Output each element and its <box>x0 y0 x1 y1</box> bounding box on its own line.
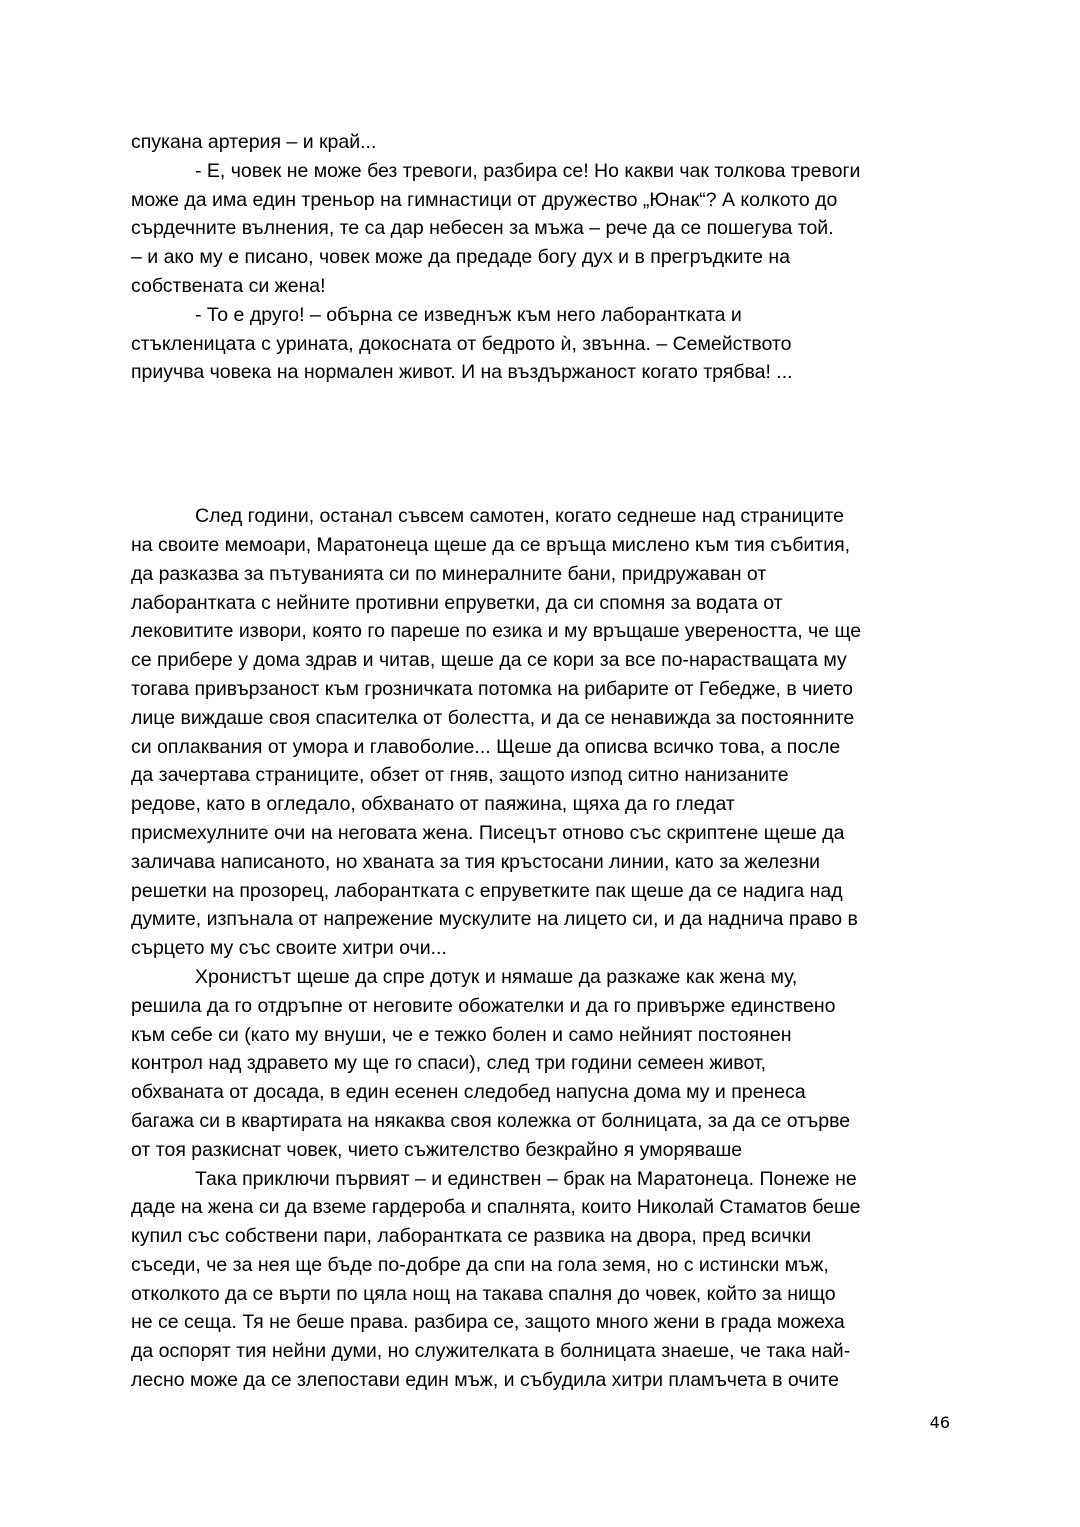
text-line: заличава написаното, но хваната за тия кръстосани линии, като за железни <box>131 850 821 873</box>
text-line: може да има един треньор на гимнастици от дружество „Юнак“? А колкото до <box>131 188 838 211</box>
page-body <box>131 128 951 1395</box>
text-line: - То е друго! – обърна се изведнъж към него лаборантката и <box>195 303 742 326</box>
text-line: от тоя разкиснат човек, чието съжителство безкрайно я уморяваше <box>131 1138 743 1161</box>
text-line: отколкото да се върти по цяла нощ на такава спалня до човек, който за нищо <box>131 1282 836 1305</box>
text-line: лековитите извори, която го пареше по езика и му връщаше увереността, че ще <box>131 620 862 643</box>
text-line: на своите мемоари, Маратонеца щеше да се връща мислено към тия събития, <box>131 533 851 556</box>
text-line: решетки на прозорец, лаборантката с епруветките пак щеше да се надига над <box>131 879 843 902</box>
section-gap <box>131 387 951 502</box>
text-line: си оплаквания от умора и главоболие... Щеше да описва всичко това, а после <box>131 735 841 758</box>
text-line: решила да го отдръпне от неговите обожателки и да го привърже единствено <box>131 994 836 1017</box>
text-line: да зачертава страниците, обзет от гняв, защото изпод ситно нанизаните <box>131 764 789 787</box>
text-line: контрол над здравето му ще го спаси), след три години семеен живот, <box>131 1052 767 1075</box>
text-line: приучва човека на нормален живот. И на въздържаност когато трябва! ... <box>131 361 793 384</box>
text-line: Така приключи първият – и единствен – брак на Маратонеца. Понеже не <box>195 1167 857 1190</box>
text-line: сърцето му със своите хитри очи... <box>131 937 447 960</box>
text-line: тогава привързаност към грозничката потомка на рибарите от Гебедже, в чието <box>131 677 853 700</box>
text-line: даде на жена си да вземе гардероба и спалнята, които Николай Стаматов беше <box>131 1196 861 1219</box>
text-line: След години, останал съвсем самотен, когато седнеше над страниците <box>195 505 844 528</box>
text-line: багажа си в квартирата на някаква своя колежка от болницата, за да се отърве <box>131 1109 851 1132</box>
paragraph-group-2 <box>131 502 951 1395</box>
text-line: лесно може да се злепостави един мъж, и събудила хитри пламъчета в очите <box>131 1369 839 1392</box>
text-line: редове, като в огледало, обхванато от паяжина, щяха да го гледат <box>131 793 735 816</box>
text-line: съседи, че за нея ще бъде по-добре да спи на гола земя, но с истински мъж, <box>131 1253 829 1276</box>
text-line: стъкленицата с урината, докосната от бедрото ѝ, звънна. – Семейството <box>131 332 792 355</box>
text-line: Хронистът щеше да спре дотук и нямаше да разкаже как жена му, <box>195 965 798 988</box>
page-number: 46 <box>929 1413 950 1432</box>
text-line: – и ако му е писано, човек може да предаде богу дух и в прегръдките на <box>131 246 791 269</box>
text-line: - Е, човек не може без тревоги, разбира се! Но какви чак толкова тревоги <box>195 159 861 182</box>
paragraph-group-1 <box>131 128 951 387</box>
text-line: собствената си жена! <box>131 274 326 297</box>
text-line: се прибере у дома здрав и читав, щеше да се кори за все по-нарастващата му <box>131 649 847 672</box>
text-line: лаборантката с нейните противни епруветки, да си спомня за водата от <box>131 591 783 614</box>
text-line: лице виждаше своя спасителка от болестта, и да се ненавижда за постоянните <box>131 706 855 729</box>
text-line: към себе си (като му внуши, че е тежко болен и само нейният постоянен <box>131 1023 792 1046</box>
text-line: сърдечните вълнения, те са дар небесен за мъжа – рече да се пошегува той. <box>131 217 834 240</box>
text-line: не се сеща. Тя не беше права. разбира се, защото много жени в града можеха <box>131 1311 845 1334</box>
text-line: думите, изпънала от напрежение мускулите на лицето си, и да наднича право в <box>131 908 858 931</box>
text-line: да оспорят тия нейни думи, но служителката в болницата знаеше, че така най- <box>131 1340 851 1363</box>
text-line: спукана артерия – и край... <box>131 131 377 153</box>
text-line: купил със собствени пари, лаборантката се развика на двора, пред всички <box>131 1225 812 1248</box>
text-line: обхваната от досада, в един есенен следобед напусна дома му и пренеса <box>131 1081 806 1104</box>
text-line: да разказва за пътуванията си по минералните бани, придружаван от <box>131 562 767 585</box>
text-line: присмехулните очи на неговата жена. Писецът отново със скриптене щеше да <box>131 821 845 844</box>
